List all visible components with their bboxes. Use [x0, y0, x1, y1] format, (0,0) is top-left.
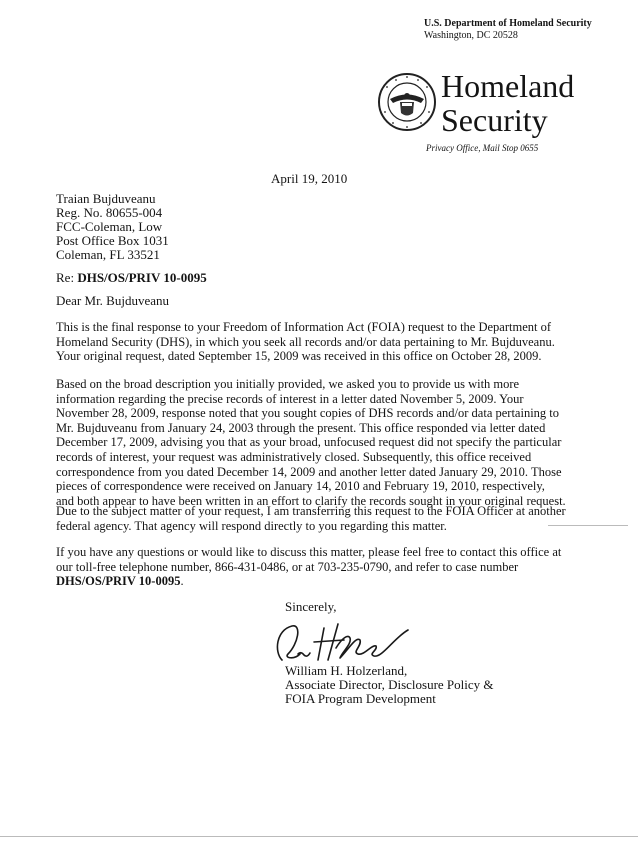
recipient-po-box: Post Office Box 1031 — [56, 233, 169, 248]
re-case-number: DHS/OS/PRIV 10-0095 — [77, 270, 207, 285]
salutation: Dear Mr. Bujduveanu — [56, 293, 170, 308]
paragraph-1: This is the final response to your Freedom of Information Act (FOIA) request to the Department of Homeland Security (DHS), in which you seek all records and/or data pertaining to Mr. Bujduveanu. Your original request, dated September 15, 2009 was received in this office on October 28, 2009. — [56, 320, 555, 364]
handwritten-signature — [268, 614, 418, 666]
recipient-city: Coleman, FL 33521 — [56, 247, 160, 262]
dhs-seal-icon — [377, 72, 437, 132]
office-line: Privacy Office, Mail Stop 0655 — [426, 143, 539, 153]
brand-security: Security — [441, 102, 548, 138]
paragraph-4-end: . — [180, 574, 184, 589]
signer-name: William H. Holzerland, — [285, 663, 408, 678]
department-address: Washington, DC 20528 — [424, 30, 518, 41]
paragraph-4 — [56, 545, 566, 589]
scan-edge-line — [0, 836, 638, 837]
signer-title-line1: Associate Director, Disclosure Policy & — [285, 677, 494, 692]
brand-homeland: Homeland — [441, 68, 575, 104]
paragraph-4-text: If you have any questions or would like to discuss this matter, please feel free to contact this office at our toll-free telephone number, 866-431-0486, or at 703-235-0790, and refer to case number — [56, 545, 562, 574]
recipient-address — [56, 192, 169, 262]
signature-block — [285, 664, 494, 706]
recipient-name: Traian Bujduveanu — [56, 191, 156, 206]
signer-title-line2: FOIA Program Development — [285, 691, 436, 706]
paragraph-4-case-number: DHS/OS/PRIV 10-0095 — [56, 574, 181, 589]
re-label: Re: — [56, 270, 75, 285]
paragraph-3: Due to the subject matter of your request, I am transferring this request to the FOIA Officer at another federal agency. That agency will respond directly to you regarding this matter. — [56, 504, 566, 533]
recipient-reg: Reg. No. 80655-004 — [56, 205, 163, 220]
scan-mark — [548, 525, 628, 526]
closing-sincerely: Sincerely, — [285, 599, 337, 614]
letter-date: April 19, 2010 — [271, 171, 348, 186]
recipient-facility: FCC-Coleman, Low — [56, 219, 163, 234]
paragraph-2: Based on the broad description you initially provided, we asked you to provide us with more information regarding the precise records of interest in a letter dated November 5, 2009. Your November 28, 2009, response noted that you sought copies of DHS records and/or data pertaining to Mr. Bujduveanu from January 24, 2003 through the present. This office responded via letter dated December 17, 2009, advising you that as your broad, unfocused request did not specify the particular records of interest, your request was administratively closed. Subsequently, this office received correspondence from you dated December 14, 2009 and another letter dated January 29, 2010. Those pieces of correspondence were received on January 14, 2010 and February 19, 2010, respectively, and both appear to have been written in an effort to clarify the records sought in your original request. — [56, 377, 566, 508]
department-name: U.S. Department of Homeland Security — [424, 18, 592, 29]
re-line — [56, 271, 207, 285]
